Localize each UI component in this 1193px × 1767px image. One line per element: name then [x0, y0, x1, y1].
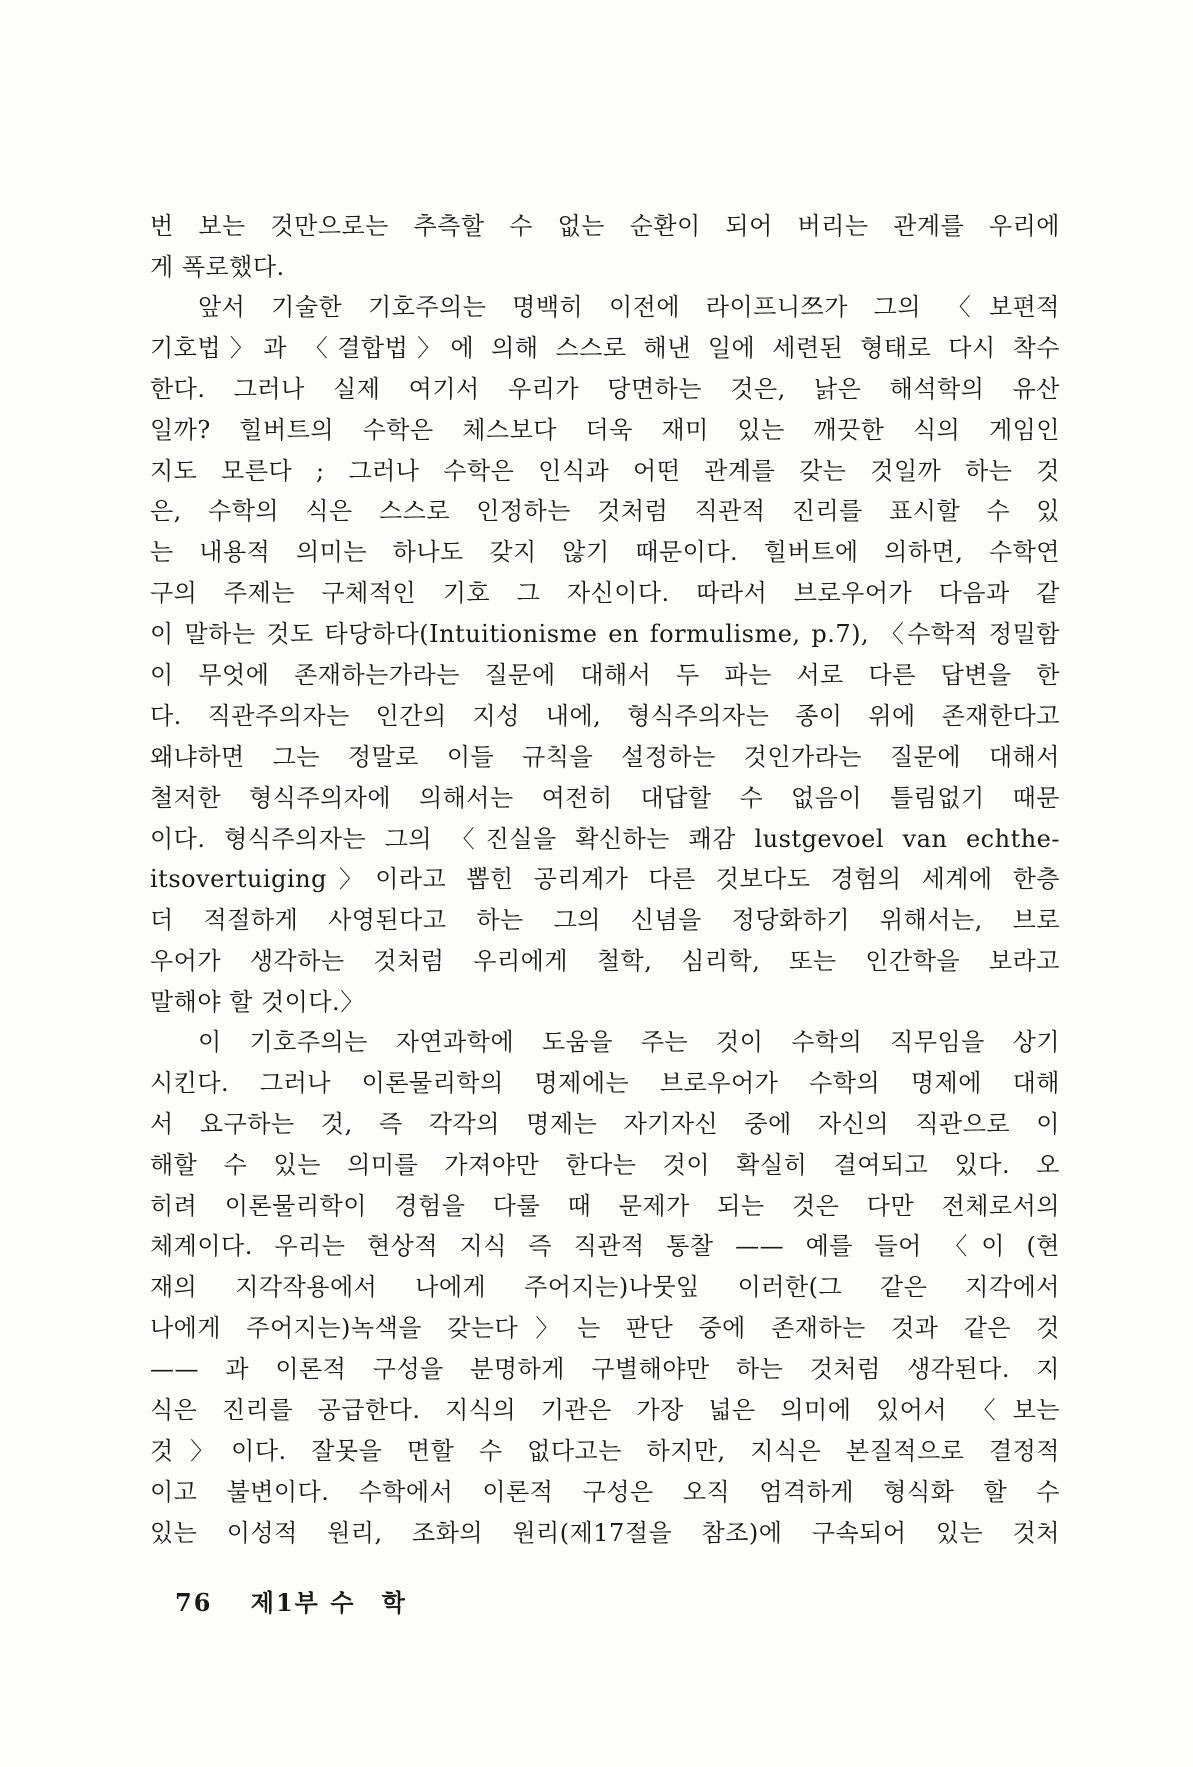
paragraph-2	[150, 287, 1060, 1023]
text-line: 시킨다. 그러나 이론물리학의 명제에는 브로우어가 수학의 명제에 대해	[150, 1068, 1060, 1097]
text-line: 기호법〉과 〈결합법〉에 의해 스스로 해낸 일에 세련된 형태로 다시 착수	[150, 333, 1060, 362]
text-line: 더 적절하게 사영된다고 하는 그의 신념을 정당화하기 위해서는, 브로	[150, 906, 1060, 935]
text-line: 것〉이다. 잘못을 면할 수 없다고는 하지만, 지식은 본질적으로 결정적	[150, 1436, 1060, 1465]
text-line: 게 폭로했다.	[150, 252, 285, 281]
text-line: 구의 주제는 구체적인 기호 그 자신이다. 따라서 브로우어가 다음과 같	[150, 579, 1060, 608]
text-line: 앞서 기술한 기호주의는 명백히 이전에 라이프니쯔가 그의 〈보편적	[198, 293, 1060, 321]
text-line: 재의 지각작용에서 나에게 주어지는)나뭇잎 이러한(그 같은 지각에서	[150, 1273, 1060, 1302]
text-line: 이 무엇에 존재하는가라는 질문에 대해서 두 파는 서로 다른 답변을 한	[150, 661, 1060, 690]
paragraph-3	[150, 1022, 1060, 1554]
text-line: 히려 이론물리학이 경험을 다룰 때 문제가 되는 것은 다만 전체로서의	[150, 1191, 1060, 1220]
text-line: 식은 진리를 공급한다. 지식의 기관은 가장 넓은 의미에 있어서 〈보는	[150, 1396, 1060, 1425]
text-line: 서 요구하는 것, 즉 각각의 명제는 자기자신 중에 자신의 직관으로 이	[150, 1109, 1060, 1138]
page-footer	[175, 1583, 415, 1618]
text-line: 한다. 그러나 실제 여기서 우리가 당면하는 것은, 낡은 해석학의 유산	[150, 374, 1060, 403]
text-line: 이다. 형식주의자는 그의 〈진실을 확신하는 쾌감 lustgevoel van echthe-	[150, 824, 1060, 853]
text-line: itsovertuiging〉이라고 뽑힌 공리계가 다른 것보다도 경험의 세계에 한층	[150, 865, 1060, 894]
part-title: 수 학	[330, 1588, 415, 1617]
text-line: 이고 불변이다. 수학에서 이론적 구성은 오직 엄격하게 형식화 할 수	[150, 1477, 1060, 1506]
text-line: 은, 수학의 식은 스스로 인정하는 것처럼 직관적 진리를 표시할 수 있	[150, 497, 1060, 526]
text-line: 우어가 생각하는 것처럼 우리에게 철학, 심리학, 또는 인간학을 보라고	[150, 947, 1060, 976]
part-label: 제1부	[250, 1588, 320, 1617]
text-line: 말해야 할 것이다.〉	[150, 988, 365, 1017]
page-number: 76	[175, 1588, 213, 1617]
text-line: 철저한 형식주의자에 의해서는 여전히 대답할 수 없음이 틀림없기 때문	[150, 783, 1060, 812]
text-line: 이 말하는 것도 타당하다(Intuitionisme en formulisme, p.7), 〈수학적 정밀함	[150, 620, 1060, 649]
text-line: 번 보는 것만으로는 추측할 수 없는 순환이 되어 버리는 관계를 우리에	[150, 212, 1060, 240]
text-line: 다. 직관주의자는 인간의 지성 내에, 형식주의자는 종이 위에 존재한다고	[150, 701, 1060, 730]
text-line: 일까? 힐버트의 수학은 체스보다 더욱 재미 있는 깨끗한 식의 게임인	[150, 415, 1060, 444]
text-line: 나에게 주어지는)녹색을 갖는다〉는 판단 중에 존재하는 것과 같은 것	[150, 1314, 1060, 1343]
text-line: 체계이다. 우리는 현상적 지식 즉 직관적 통찰 —— 예를 들어 〈이 (현	[150, 1232, 1060, 1261]
text-line: 는 내용적 의미는 하나도 갖지 않기 때문이다. 힐버트에 의하면, 수학연	[150, 538, 1060, 567]
text-line: 왜냐하면 그는 정말로 이들 규칙을 설정하는 것인가라는 질문에 대해서	[150, 742, 1060, 771]
text-line: 해할 수 있는 의미를 가져야만 한다는 것이 확실히 결여되고 있다. 오	[150, 1150, 1060, 1179]
text-line: 있는 이성적 원리, 조화의 원리(제17절을 참조)에 구속되어 있는 것처	[150, 1518, 1060, 1547]
paragraph-1	[150, 206, 1060, 288]
text-line: 이 기호주의는 자연과학에 도움을 주는 것이 수학의 직무임을 상기	[198, 1028, 1060, 1056]
text-line: —— 과 이론적 구성을 분명하게 구별해야만 하는 것처럼 생각된다. 지	[150, 1355, 1060, 1384]
text-line: 지도 모른다 ; 그러나 수학은 인식과 어떤 관계를 갖는 것일까 하는 것	[150, 456, 1060, 485]
